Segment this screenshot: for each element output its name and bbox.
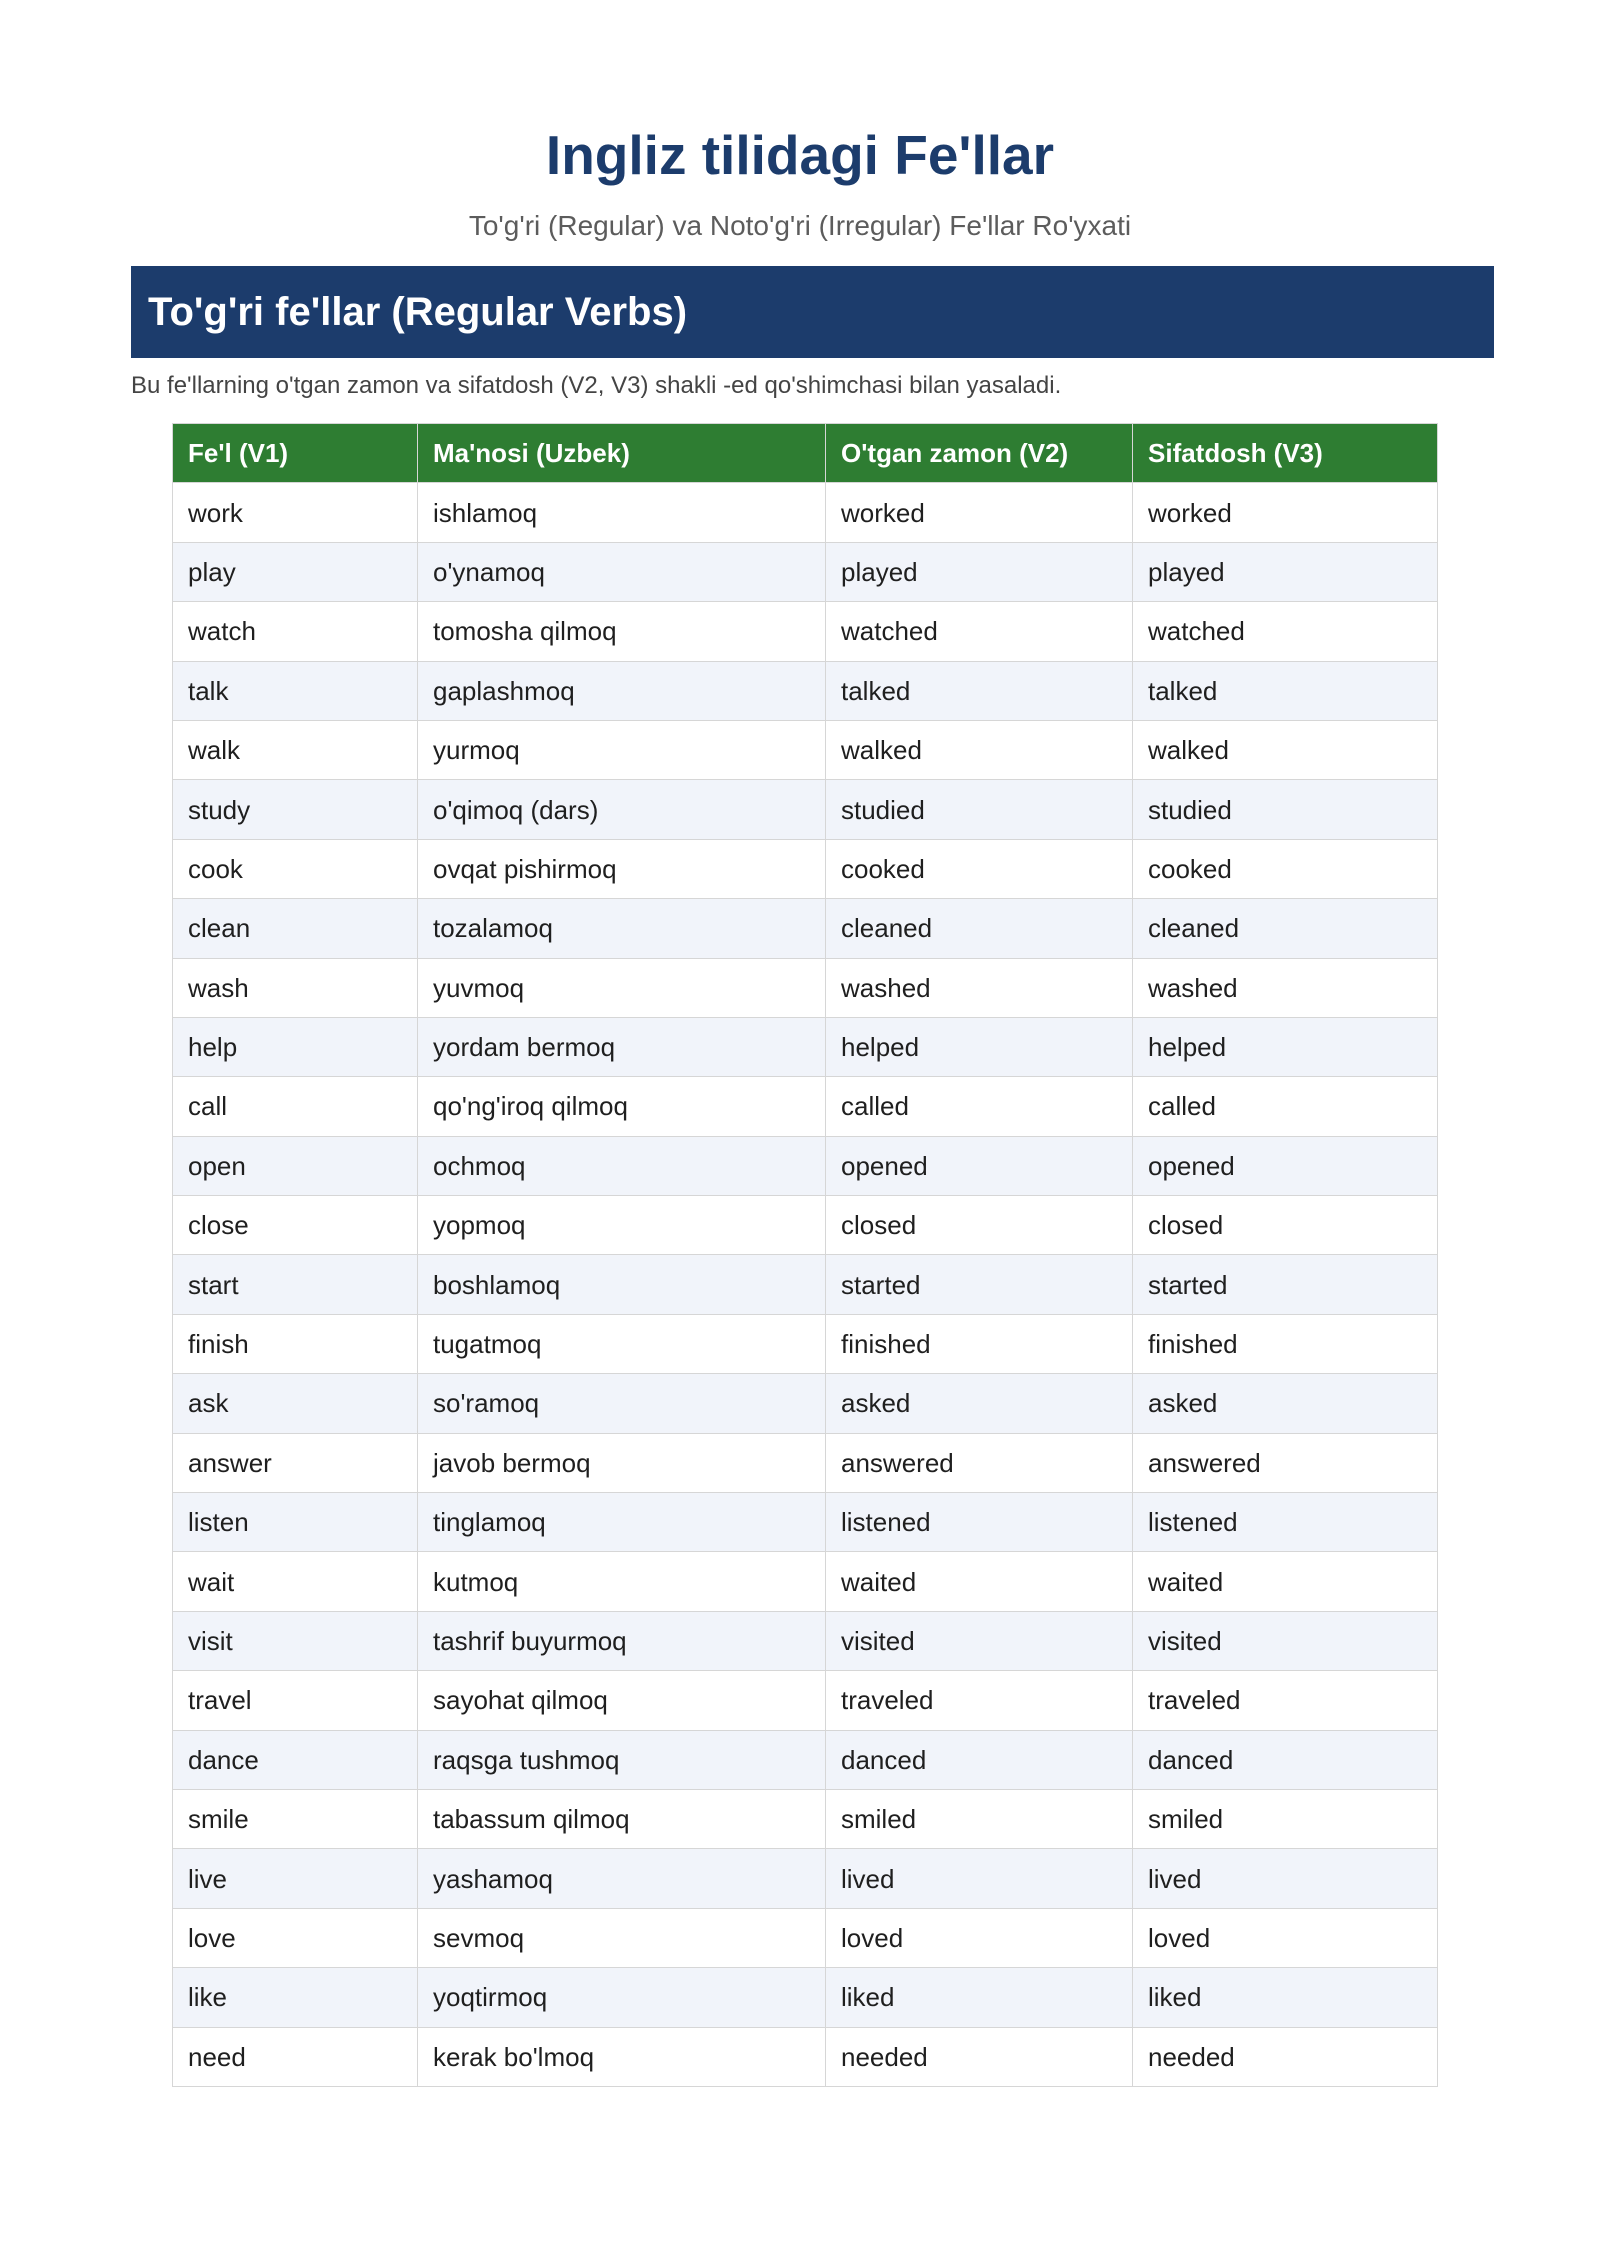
- table-row: [173, 1017, 1438, 1076]
- cell-v1: call: [173, 1077, 418, 1136]
- cell-v1: clean: [173, 899, 418, 958]
- cell-meaning: kerak bo'lmoq: [418, 2027, 826, 2086]
- cell-v2: started: [826, 1255, 1133, 1314]
- cell-v3: talked: [1133, 661, 1438, 720]
- cell-v1: work: [173, 483, 418, 542]
- table-row: [173, 1789, 1438, 1848]
- cell-v3: needed: [1133, 2027, 1438, 2086]
- cell-v2: opened: [826, 1136, 1133, 1195]
- cell-meaning: tugatmoq: [418, 1314, 826, 1373]
- table-row: [173, 542, 1438, 601]
- column-header-v1: Fe'l (V1): [173, 424, 418, 483]
- cell-v3: danced: [1133, 1730, 1438, 1789]
- cell-meaning: yordam bermoq: [418, 1017, 826, 1076]
- cell-v1: listen: [173, 1493, 418, 1552]
- table-row: [173, 958, 1438, 1017]
- cell-v3: opened: [1133, 1136, 1438, 1195]
- cell-v3: visited: [1133, 1611, 1438, 1670]
- cell-v2: asked: [826, 1374, 1133, 1433]
- cell-v3: asked: [1133, 1374, 1438, 1433]
- cell-v1: start: [173, 1255, 418, 1314]
- column-header-v3: Sifatdosh (V3): [1133, 424, 1438, 483]
- table-row: [173, 1908, 1438, 1967]
- cell-v3: worked: [1133, 483, 1438, 542]
- table-row: [173, 602, 1438, 661]
- table-row: [173, 483, 1438, 542]
- cell-v2: cleaned: [826, 899, 1133, 958]
- cell-meaning: yuvmoq: [418, 958, 826, 1017]
- cell-v1: visit: [173, 1611, 418, 1670]
- cell-v3: helped: [1133, 1017, 1438, 1076]
- cell-v3: walked: [1133, 720, 1438, 779]
- table-row: [173, 1196, 1438, 1255]
- cell-meaning: ishlamoq: [418, 483, 826, 542]
- table-row: [173, 1968, 1438, 2027]
- cell-v3: loved: [1133, 1908, 1438, 1967]
- cell-v2: traveled: [826, 1671, 1133, 1730]
- cell-v1: talk: [173, 661, 418, 720]
- table-row: [173, 2027, 1438, 2086]
- cell-meaning: gaplashmoq: [418, 661, 826, 720]
- cell-meaning: yopmoq: [418, 1196, 826, 1255]
- cell-v3: finished: [1133, 1314, 1438, 1373]
- cell-v1: help: [173, 1017, 418, 1076]
- table-row: [173, 1136, 1438, 1195]
- cell-v2: walked: [826, 720, 1133, 779]
- cell-v2: cooked: [826, 839, 1133, 898]
- table-row: [173, 899, 1438, 958]
- section-banner: [131, 266, 1494, 358]
- cell-v3: studied: [1133, 780, 1438, 839]
- cell-v1: live: [173, 1849, 418, 1908]
- table-row: [173, 780, 1438, 839]
- cell-meaning: sayohat qilmoq: [418, 1671, 826, 1730]
- table-row: [173, 1552, 1438, 1611]
- cell-v3: called: [1133, 1077, 1438, 1136]
- cell-v1: love: [173, 1908, 418, 1967]
- cell-v1: answer: [173, 1433, 418, 1492]
- cell-v2: watched: [826, 602, 1133, 661]
- cell-meaning: tabassum qilmoq: [418, 1789, 826, 1848]
- cell-v2: danced: [826, 1730, 1133, 1789]
- cell-v3: watched: [1133, 602, 1438, 661]
- cell-v2: answered: [826, 1433, 1133, 1492]
- cell-v1: walk: [173, 720, 418, 779]
- table-header-row: [173, 424, 1438, 483]
- table-row: [173, 1255, 1438, 1314]
- cell-v1: finish: [173, 1314, 418, 1373]
- cell-v3: traveled: [1133, 1671, 1438, 1730]
- cell-v3: cooked: [1133, 839, 1438, 898]
- cell-v3: waited: [1133, 1552, 1438, 1611]
- table-header: [173, 424, 1438, 483]
- cell-v3: played: [1133, 542, 1438, 601]
- cell-v1: like: [173, 1968, 418, 2027]
- table-row: [173, 1730, 1438, 1789]
- table-row: [173, 1611, 1438, 1670]
- cell-meaning: ovqat pishirmoq: [418, 839, 826, 898]
- cell-v3: lived: [1133, 1849, 1438, 1908]
- cell-v2: studied: [826, 780, 1133, 839]
- cell-meaning: tozalamoq: [418, 899, 826, 958]
- cell-v2: waited: [826, 1552, 1133, 1611]
- cell-v2: worked: [826, 483, 1133, 542]
- cell-v1: wait: [173, 1552, 418, 1611]
- cell-meaning: sevmoq: [418, 1908, 826, 1967]
- cell-meaning: tashrif buyurmoq: [418, 1611, 826, 1670]
- cell-v1: watch: [173, 602, 418, 661]
- cell-v3: listened: [1133, 1493, 1438, 1552]
- cell-v3: cleaned: [1133, 899, 1438, 958]
- table-row: [173, 1433, 1438, 1492]
- cell-meaning: qo'ng'iroq qilmoq: [418, 1077, 826, 1136]
- cell-meaning: kutmoq: [418, 1552, 826, 1611]
- cell-v2: called: [826, 1077, 1133, 1136]
- cell-v1: close: [173, 1196, 418, 1255]
- cell-v2: closed: [826, 1196, 1133, 1255]
- cell-v1: cook: [173, 839, 418, 898]
- cell-v2: lived: [826, 1849, 1133, 1908]
- table-row: [173, 1671, 1438, 1730]
- section-description: Bu fe'llarning o'tgan zamon va sifatdosh (V2, V3) shakli -ed qo'shimchasi bilan yasaladi.: [131, 372, 1062, 399]
- cell-meaning: yashamoq: [418, 1849, 826, 1908]
- column-header-meaning: Ma'nosi (Uzbek): [418, 424, 826, 483]
- page-subtitle: To'g'ri (Regular) va Noto'g'ri (Irregular) Fe'llar Ro'yxati: [468, 210, 1132, 241]
- cell-meaning: javob bermoq: [418, 1433, 826, 1492]
- column-header-v2: O'tgan zamon (V2): [826, 424, 1133, 483]
- cell-v2: liked: [826, 1968, 1133, 2027]
- cell-v3: liked: [1133, 1968, 1438, 2027]
- cell-meaning: yoqtirmoq: [418, 1968, 826, 2027]
- table-row: [173, 1493, 1438, 1552]
- cell-meaning: tomosha qilmoq: [418, 602, 826, 661]
- cell-meaning: raqsga tushmoq: [418, 1730, 826, 1789]
- cell-v2: visited: [826, 1611, 1133, 1670]
- cell-v1: dance: [173, 1730, 418, 1789]
- cell-v3: closed: [1133, 1196, 1438, 1255]
- regular-verbs-table: [172, 423, 1438, 2087]
- cell-v2: finished: [826, 1314, 1133, 1373]
- cell-meaning: ochmoq: [418, 1136, 826, 1195]
- table-row: [173, 1314, 1438, 1373]
- cell-meaning: o'ynamoq: [418, 542, 826, 601]
- section-heading: To'g'ri fe'llar (Regular Verbs): [148, 290, 688, 334]
- cell-v1: study: [173, 780, 418, 839]
- cell-v1: smile: [173, 1789, 418, 1848]
- table-row: [173, 839, 1438, 898]
- cell-v2: needed: [826, 2027, 1133, 2086]
- cell-v1: travel: [173, 1671, 418, 1730]
- cell-v1: wash: [173, 958, 418, 1017]
- cell-v3: smiled: [1133, 1789, 1438, 1848]
- cell-v2: talked: [826, 661, 1133, 720]
- cell-meaning: so'ramoq: [418, 1374, 826, 1433]
- page-title: Ingliz tilidagi Fe'llar: [545, 124, 1055, 186]
- cell-v1: play: [173, 542, 418, 601]
- table-row: [173, 661, 1438, 720]
- cell-v3: answered: [1133, 1433, 1438, 1492]
- cell-v2: smiled: [826, 1789, 1133, 1848]
- cell-v3: started: [1133, 1255, 1438, 1314]
- cell-v2: helped: [826, 1017, 1133, 1076]
- cell-meaning: yurmoq: [418, 720, 826, 779]
- table-body: [173, 483, 1438, 2087]
- cell-v1: open: [173, 1136, 418, 1195]
- table-row: [173, 720, 1438, 779]
- table-row: [173, 1849, 1438, 1908]
- cell-meaning: boshlamoq: [418, 1255, 826, 1314]
- cell-v2: loved: [826, 1908, 1133, 1967]
- cell-v2: listened: [826, 1493, 1133, 1552]
- table-row: [173, 1374, 1438, 1433]
- cell-v3: washed: [1133, 958, 1438, 1017]
- cell-v2: played: [826, 542, 1133, 601]
- cell-meaning: o'qimoq (dars): [418, 780, 826, 839]
- cell-v1: ask: [173, 1374, 418, 1433]
- table-row: [173, 1077, 1438, 1136]
- cell-v1: need: [173, 2027, 418, 2086]
- cell-meaning: tinglamoq: [418, 1493, 826, 1552]
- cell-v2: washed: [826, 958, 1133, 1017]
